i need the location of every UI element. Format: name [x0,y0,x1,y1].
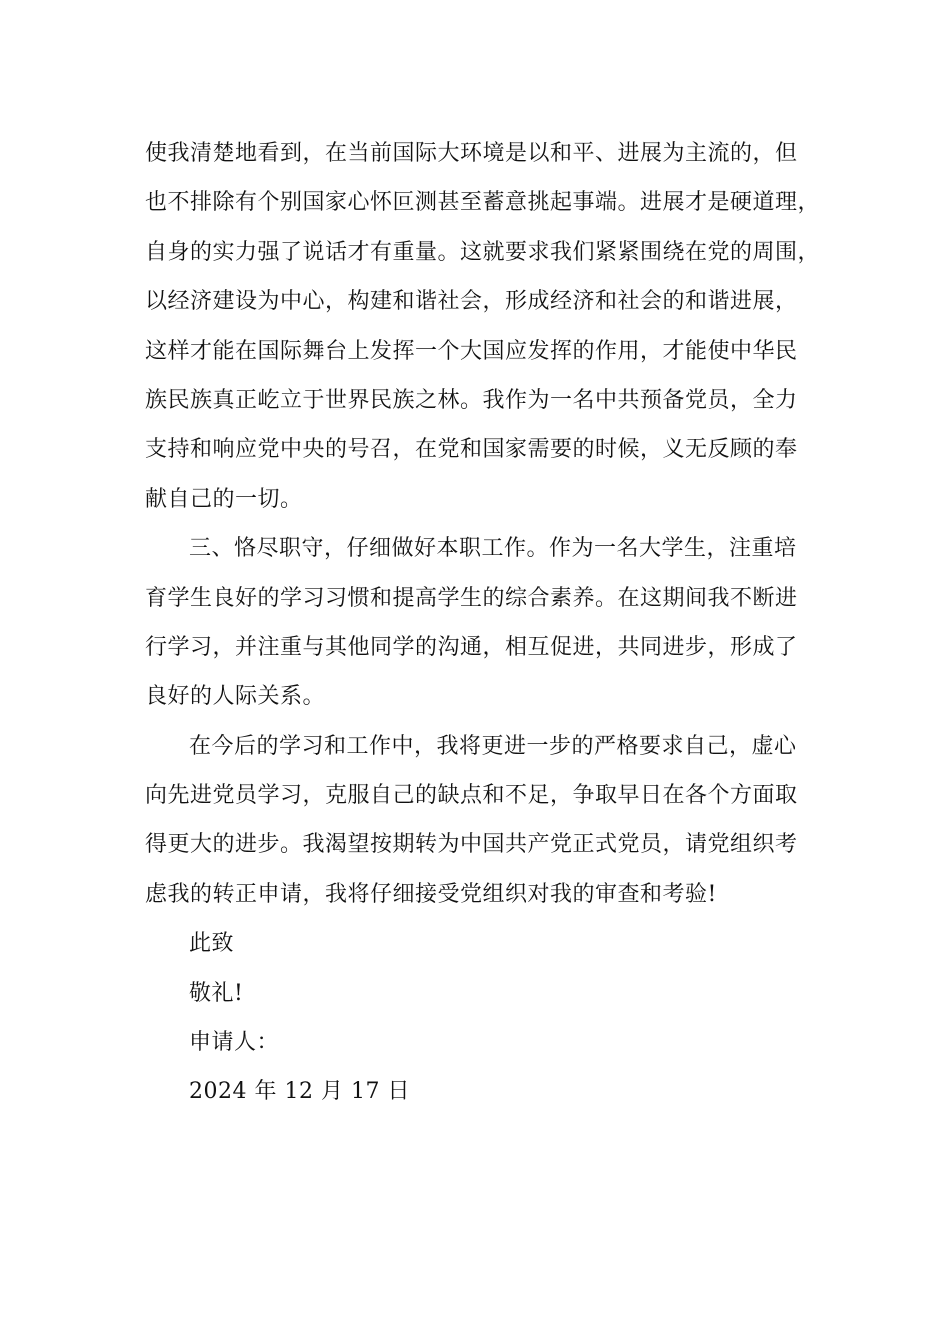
paragraph-3-line: 在今后的学习和工作中，我将更进一步的严格要求自己，虚心 [189,733,797,759]
paragraph-1-line: 以经济建设为中心，构建和谐社会，形成经济和社会的和谐进展， [145,289,798,315]
paragraph-2 [145,524,835,722]
paragraph-1-line: 使我清楚地看到，在当前国际大环境是以和平、进展为主流的，但 [145,141,798,166]
paragraph-2-line: 良好的人际关系。 [145,684,326,710]
paragraph-3 [145,722,835,920]
salutation-ci-zhi: 此致 [189,931,235,957]
salutation-jing-li: 敬礼! [189,980,244,1006]
paragraph-3-line: 得更大的进步。我渴望按期转为中国共产党正式党员，请党组织考 [145,832,798,858]
paragraph-1-line: 献自己的一切。 [145,486,303,512]
paragraph-1-line: 也不排除有个别国家心怀叵测甚至蓄意挑起事端。进展才是硬道理， [145,190,821,216]
paragraph-1-line: 支持和响应党中央的号召，在党和国家需要的时候，义无反顾的奉 [145,437,798,463]
paragraph-3-line: 向先进党员学习，克服自己的缺点和不足，争取早日在各个方面取 [145,783,798,809]
paragraph-3-line: 虑我的转正申请，我将仔细接受党组织对我的审查和考验! [145,881,717,907]
application-date: 2024 年 12 月 17 日 [189,1079,410,1105]
paragraph-2-line: 行学习，并注重与其他同学的沟通，相互促进，共同进步，形成了 [145,634,798,660]
document-body [145,129,835,1117]
paragraph-1-line: 自身的实力强了说话才有重量。这就要求我们紧紧围绕在党的周围， [145,239,821,265]
paragraph-1-line: 族民族真正屹立于世界民族之林。我作为一名中共预备党员，全力 [145,387,798,413]
paragraph-2-line: 育学生良好的学习习惯和提高学生的综合素养。在这期间我不断进 [145,585,798,611]
paragraph-2-line: 三、恪尽职守，仔细做好本职工作。作为一名大学生，注重培 [189,536,797,562]
applicant-label: 申请人： [189,1030,280,1056]
paragraph-1-line: 这样才能在国际舞台上发挥一个大国应发挥的作用，才能使中华民 [145,338,798,364]
paragraph-1 [145,129,835,524]
closing-section [145,919,835,1117]
